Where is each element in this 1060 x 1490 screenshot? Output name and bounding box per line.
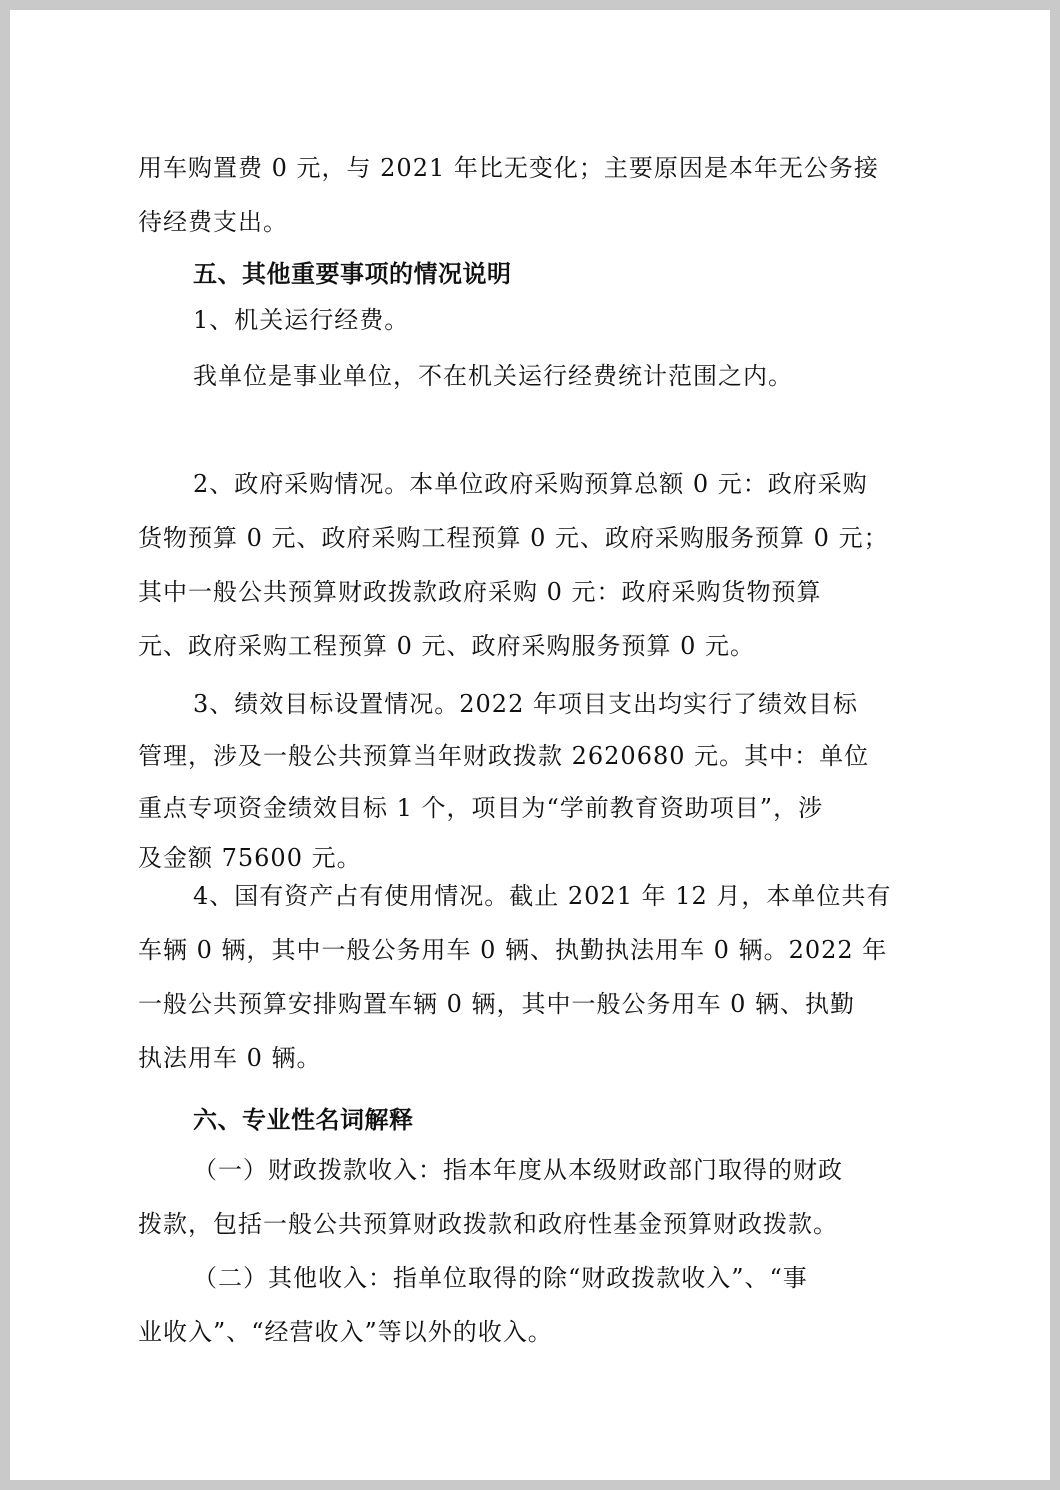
- text-line: 重点专项资金绩效目标 1 个，项目为“学前教育资助项目”，涉: [138, 794, 824, 822]
- text-line: 我单位是事业单位，不在机关运行经费统计范围之内。: [193, 362, 793, 390]
- text-line: 执法用车 0 辆。: [138, 1044, 322, 1072]
- text-line: 3、绩效目标设置情况。2022 年项目支出均实行了绩效目标: [193, 690, 858, 718]
- section-heading-6: 六、专业性名词解释: [193, 1106, 414, 1134]
- text-line: （一）财政拨款收入：指本年度从本级财政部门取得的财政: [193, 1156, 843, 1184]
- text-line: 管理，涉及一般公共预算当年财政拨款 2620680 元。其中：单位: [138, 742, 870, 770]
- text-line: 货物预算 0 元、政府采购工程预算 0 元、政府采购服务预算 0 元；: [138, 524, 889, 552]
- text-line: 元、政府采购工程预算 0 元、政府采购服务预算 0 元。: [138, 632, 756, 660]
- text-line: （二）其他收入：指单位取得的除“财政拨款收入”、“事: [193, 1264, 808, 1292]
- text-line: 其中一般公共预算财政拨款政府采购 0 元：政府采购货物预算: [138, 578, 822, 606]
- text-line: 4、国有资产占有使用情况。截止 2021 年 12 月，本单位共有: [193, 882, 892, 910]
- text-line: 用车购置费 0 元，与 2021 年比无变化；主要原因是本年无公务接: [138, 154, 879, 182]
- text-line: 业收入”、“经营收入”等以外的收入。: [138, 1318, 553, 1346]
- text-line: 待经费支出。: [138, 208, 288, 236]
- section-heading-5: 五、其他重要事项的情况说明: [193, 260, 512, 288]
- text-line: 一般公共预算安排购置车辆 0 辆，其中一般公务用车 0 辆、执勤: [138, 990, 856, 1018]
- text-line: 车辆 0 辆，其中一般公务用车 0 辆、执勤执法用车 0 辆。2022 年: [138, 936, 888, 964]
- text-line: 2、政府采购情况。本单位政府采购预算总额 0 元：政府采购: [193, 470, 868, 498]
- text-line: 拨款，包括一般公共预算财政拨款和政府性基金预算财政拨款。: [138, 1210, 838, 1238]
- text-line: 及金额 75600 元。: [138, 844, 362, 872]
- text-line: 1、机关运行经费。: [193, 306, 410, 334]
- document-page: [10, 10, 1050, 1480]
